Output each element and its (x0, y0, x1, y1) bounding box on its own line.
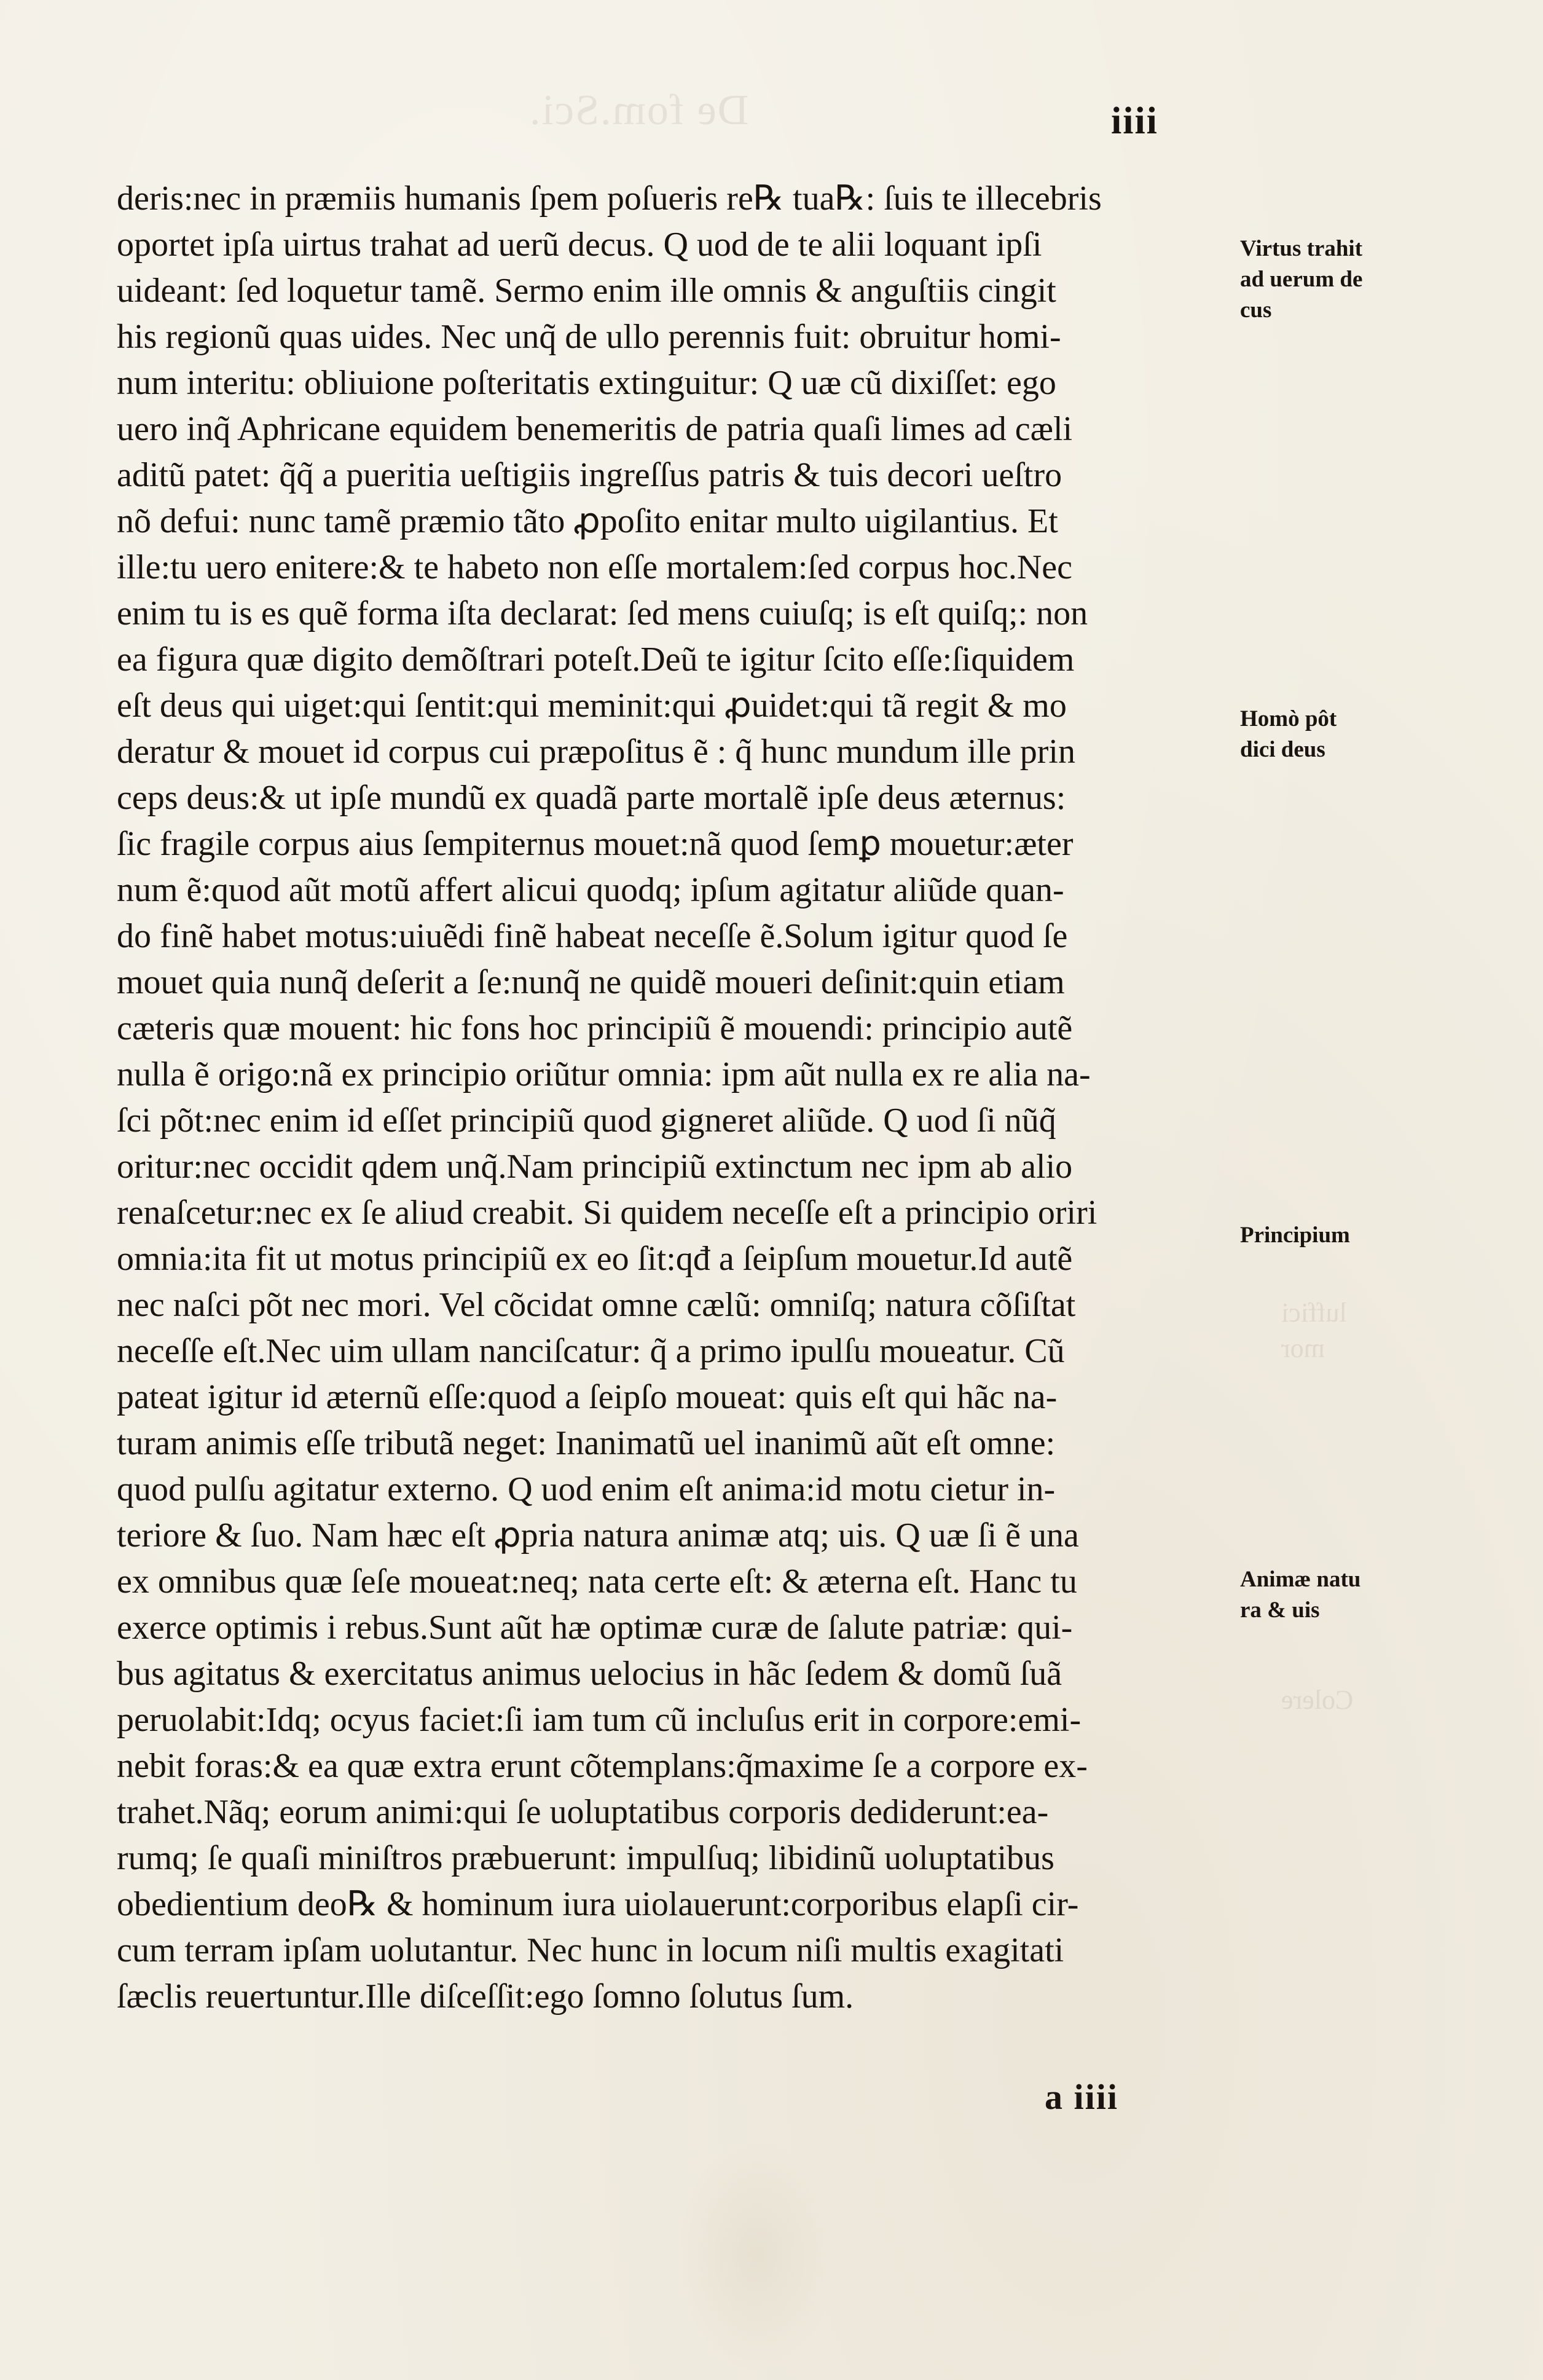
marginal-note-virtus (1240, 234, 1362, 326)
marginal-note-line: cus (1240, 298, 1272, 323)
marginal-note-line: Principium (1240, 1223, 1350, 1248)
text-line: cæteris quæ mouent: hic fons hoc principiũ ẽ mouendi: principio autẽ (117, 1009, 1073, 1047)
text-line: bus agitatus & exercitatus animus uelocius in hãc ſedem & domũ ſuã (117, 1655, 1062, 1693)
text-line: teriore & ſuo. Nam hæc eſt ꝓpria natura animæ atq; uis. Q uæ ſi ẽ una (117, 1516, 1079, 1554)
text-line: num ẽ:quod aũt motũ affert alicui quodq; ipſum agitatur aliũde quan- (117, 871, 1064, 909)
text-line: exerce optimis i rebus.Sunt aũt hæ optimæ curæ de ſalute patriæ: qui- (117, 1609, 1073, 1647)
text-line: ſic fragile corpus aius ſempiternus mouet:nã quod ſemꝑ mouetur:æter (117, 825, 1074, 863)
show-through-fragment: luffici (1281, 1298, 1347, 1328)
folio-number: iiii (1111, 100, 1158, 142)
text-line: ille:tu uero enitere:& te habeto non eſſe mortalem:ſed corpus hoc.Nec (117, 548, 1072, 586)
text-line: rumq; ſe quaſi miniſtros præbuerunt: impulſuq; libidinũ uoluptatibus (117, 1839, 1054, 1877)
text-line: nebit foras:& ea quæ extra erunt cõtemplans:q̃maxime ſe a corpore ex- (117, 1747, 1088, 1785)
text-line: num interitu: obliuione poſteritatis extinguitur: Q uæ cũ dixiſſet: ego (117, 364, 1056, 402)
marginal-note-line: ra & uis (1240, 1598, 1320, 1623)
marginal-note-principium (1240, 1220, 1350, 1251)
text-line: eſt deus qui uiget:qui ſentit:qui meminit:qui ꝓuidet:qui tã regit & mo (117, 687, 1067, 725)
text-line: trahet.Nãq; eorum animi:qui ſe uoluptatibus corporis dediderunt:ea- (117, 1793, 1049, 1831)
paper-stain (676, 2139, 836, 2373)
text-line: oportet ipſa uirtus trahat ad uerũ decus. Q uod de te alii loquant ipſi (117, 226, 1042, 264)
text-line: pateat igitur id æternũ eſſe:quod a ſeipſo moueat: quis eſt qui hãc na- (117, 1378, 1058, 1416)
text-line: ſci põt:nec enim id eſſet principiũ quod gigneret aliũde. Q uod ſi nũq̃ (117, 1101, 1056, 1140)
text-line: mouet quia nunq̃ deſerit a ſe:nunq̃ ne quidẽ moueri deſinit:quin etiam (117, 963, 1065, 1001)
text-line: nõ defui: nunc tamẽ præmio tãto ꝓpoſito enitar multo uigilantius. Et (117, 502, 1058, 540)
text-line: oritur:nec occidit qdem unq̃.Nam principiũ extinctum nec ipm ab alio (117, 1148, 1073, 1186)
text-line: neceſſe eſt.Nec uim ullam nanciſcatur: q̃ a primo ipulſu moueatur. Cũ (117, 1332, 1065, 1370)
marginal-note-homo (1240, 704, 1337, 765)
text-line: obedientium deo℞ & hominum iura uiolauerunt:corporibus elapſi cir- (117, 1885, 1079, 1923)
text-line: uero inq̃ Aphricane equidem benemeritis de patria quaſi limes ad cæli (117, 410, 1073, 448)
text-line: peruolabit:Idq; ocyus faciet:ſi iam tum cũ incluſus erit in corpore:emi- (117, 1701, 1082, 1739)
main-text (117, 176, 1229, 2020)
marginal-note-line: dici deus (1240, 737, 1325, 762)
text-line: do finẽ habet motus:uiuẽdi finẽ habeat neceſſe ẽ.Solum igitur quod ſe (117, 917, 1068, 955)
text-line: uideant: ſed loquetur tamẽ. Sermo enim ille omnis & anguſtiis cingit (117, 272, 1056, 310)
text-line: aditũ patet: q̃q̃ a pueritia ueſtigiis ingreſſus patris & tuis decori ueſtro (117, 456, 1062, 494)
marginal-note-line: Animæ natu (1240, 1567, 1361, 1592)
text-line: nec naſci põt nec mori. Vel cõcidat omne cælũ: omniſq; natura cõſiſtat (117, 1286, 1076, 1324)
text-line: cum terram ipſam uolutantur. Nec hunc in locum niſi multis exagitati (117, 1931, 1064, 1969)
show-through-fragment: mor (1281, 1333, 1325, 1363)
text-line: deris:nec in præmiis humanis ſpem poſueris re℞ tua℞: ſuis te illecebris (117, 179, 1102, 218)
text-line: ea figura quæ digito demõſtrari poteſt.Deũ te igitur ſcito eſſe:ſiquidem (117, 640, 1075, 679)
signature-mark: a iiii (1045, 2077, 1118, 2117)
text-line: ſæclis reuertuntur.Ille diſceſſit:ego ſomno ſolutus ſum. (117, 1977, 854, 2016)
text-line: nulla ẽ origo:nã ex principio oriũtur omnia: ipm aũt nulla ex re alia na- (117, 1055, 1091, 1093)
text-line: his regionũ quas uides. Nec unq̃ de ullo perennis fuit: obruitur homi- (117, 318, 1061, 356)
marginal-note-line: Virtus trahit (1240, 236, 1363, 261)
text-line: turam animis eſſe tributã neget: Inanimatũ uel inanimũ aũt eſt omne: (117, 1424, 1056, 1462)
marginal-note-animae (1240, 1564, 1360, 1626)
show-through-running-head: De fom.Sci. (528, 87, 749, 134)
marginal-note-line: Homò pôt (1240, 706, 1337, 731)
text-line: enim tu is es quẽ forma iſta declarat: ſed mens cuiuſq; is eſt quiſq;: non (117, 594, 1088, 632)
text-line: ex omnibus quæ ſeſe moueat:neq; nata certe eſt: & æterna eſt. Hanc tu (117, 1562, 1077, 1601)
text-line: renaſcetur:nec ex ſe aliud creabit. Si quidem neceſſe eſt a principio oriri (117, 1194, 1097, 1232)
show-through-fragment: Colere (1281, 1685, 1354, 1715)
text-line: omnia:ita fit ut motus principiũ ex eo ſit:qđ a ſeipſum mouetur.Id autẽ (117, 1240, 1073, 1278)
text-line: quod pulſu agitatur externo. Q uod enim eſt anima:id motu cietur in- (117, 1470, 1056, 1508)
marginal-note-line: ad uerum de (1240, 267, 1363, 292)
text-line: ceps deus:& ut ipſe mundũ ex quadã parte mortalẽ ipſe deus æternus: (117, 779, 1066, 817)
text-line: deratur & mouet id corpus cui præpoſitus ẽ : q̃ hunc mundum ille prin (117, 733, 1075, 771)
